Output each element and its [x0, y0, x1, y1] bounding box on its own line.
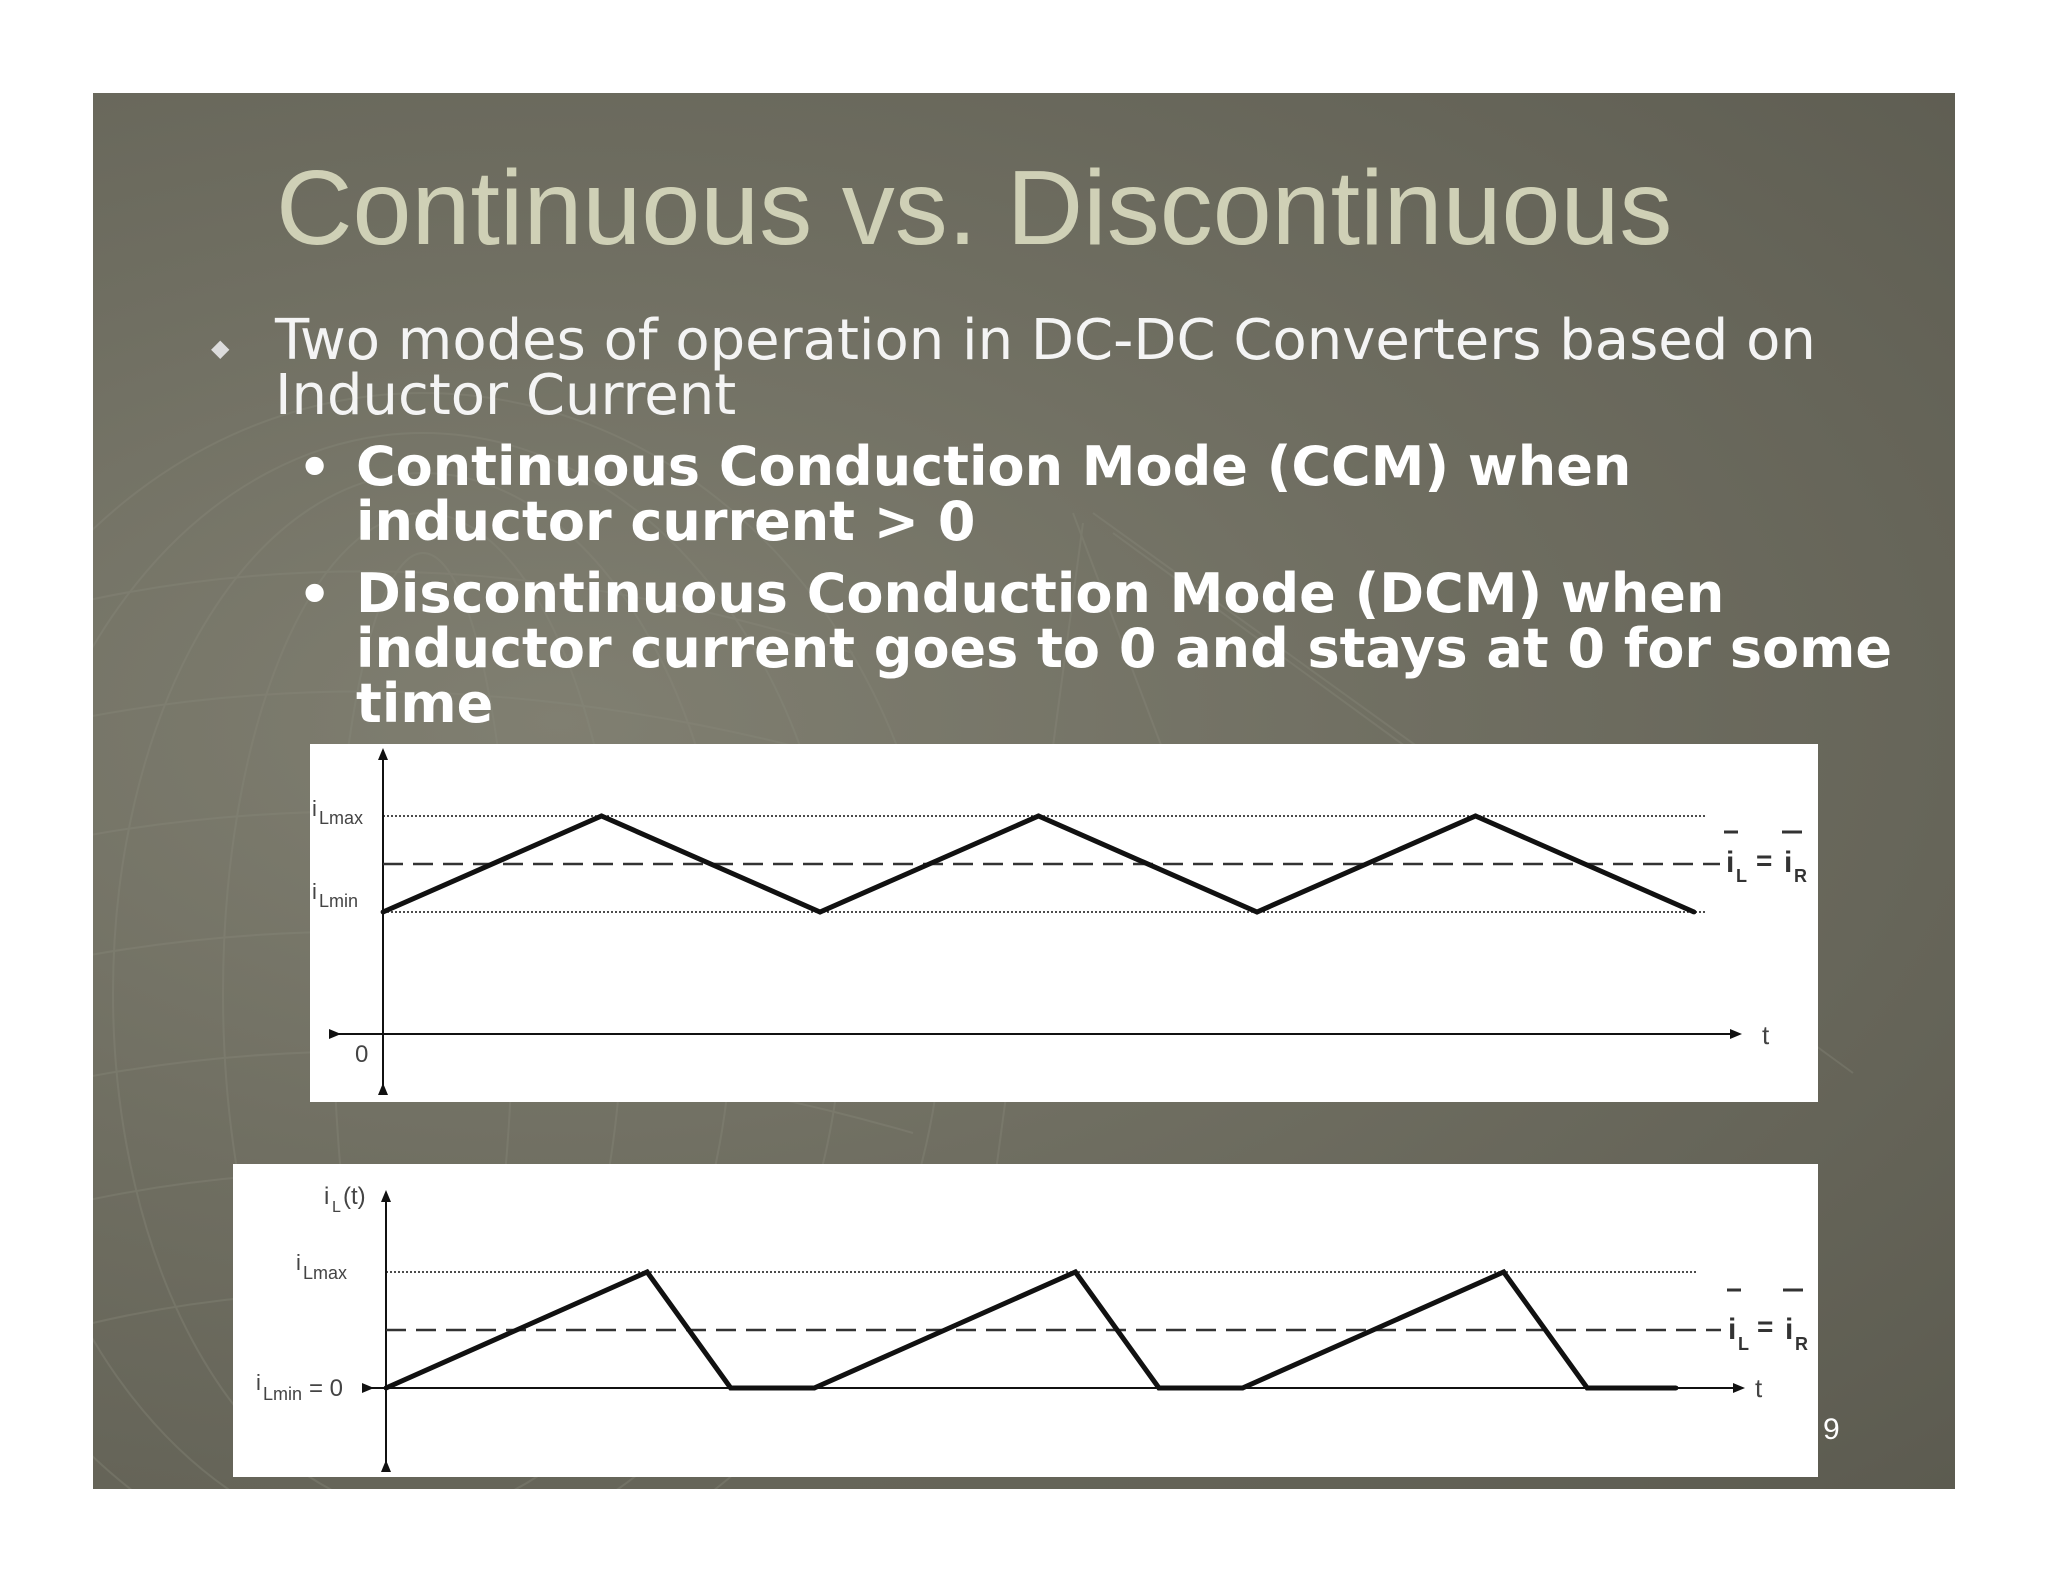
- avg-il-sub-label: L: [1738, 1334, 1749, 1354]
- ilmin-zero-label: = 0: [309, 1375, 344, 1402]
- waveform-vertex-4: [1073, 1270, 1078, 1275]
- main-bullet-text: Two modes of operation in DC-DC Converters based on Inductor Current: [275, 308, 1816, 428]
- waveform-vertex-4: [1255, 910, 1260, 915]
- waveform-vertex-7: [1501, 1270, 1506, 1275]
- avg-ir-label: i: [1785, 1313, 1794, 1346]
- waveform-vertex-1: [645, 1270, 650, 1275]
- ilmax-sub-label: Lmax: [303, 1263, 348, 1283]
- ilmin-sub-label: Lmin: [263, 1384, 303, 1404]
- ccm-chart-panel: [310, 744, 1818, 1102]
- waveform-vertex-2: [728, 1386, 733, 1391]
- waveform-vertex-8: [1585, 1386, 1590, 1391]
- dcm-chart: [233, 1164, 1818, 1477]
- page-number: 9: [1823, 1413, 1840, 1446]
- avg-equals-label: =: [1757, 1311, 1774, 1342]
- avg-equals-label: =: [1756, 845, 1773, 876]
- il-t-axis-label: i: [324, 1183, 330, 1210]
- dot-bullet-icon: •: [298, 565, 332, 625]
- waveform-vertex-1: [599, 814, 604, 819]
- ccm-chart: [310, 744, 1818, 1102]
- t-axis-label: t: [1755, 1373, 1763, 1403]
- dot-bullet-icon: •: [298, 438, 332, 498]
- avg-ir-label: i: [1784, 846, 1793, 879]
- ilmin-i-label: i: [312, 879, 317, 904]
- diamond-bullet-icon: ◆: [211, 334, 230, 362]
- t-axis-label: t: [1762, 1020, 1770, 1050]
- ilmax-sub-label: Lmax: [319, 808, 364, 828]
- avg-il-sub-label: L: [1736, 866, 1747, 886]
- slide-title: Continuous vs. Discontinuous: [276, 149, 1673, 267]
- avg-ir-sub-label: R: [1794, 866, 1807, 886]
- sub-bullet-dcm-text: Discontinuous Conduction Mode (DCM) when inductor current goes to 0 and stays at 0 for some time: [356, 562, 1892, 735]
- ilmax-i-label: i: [312, 796, 317, 821]
- waveform-vertex-3: [812, 1386, 817, 1391]
- dcm-chart-panel: [233, 1164, 1818, 1477]
- ilmin-sub-label: Lmin: [319, 891, 359, 911]
- waveform-vertex-5: [1473, 814, 1478, 819]
- ilmax-i-label: i: [296, 1250, 301, 1275]
- slide: [93, 93, 1955, 1489]
- waveform-vertex-0: [381, 910, 386, 915]
- sub-bullet-ccm-text: Continuous Conduction Mode (CCM) when inductor current > 0: [356, 435, 1632, 553]
- il-t-axis-suffix-label: (t): [343, 1183, 366, 1210]
- avg-il-label: i: [1728, 1313, 1737, 1346]
- avg-ir-sub-label: R: [1795, 1334, 1808, 1354]
- waveform-vertex-6: [1692, 910, 1697, 915]
- waveform-vertex-5: [1157, 1386, 1162, 1391]
- waveform-vertex-2: [818, 910, 823, 915]
- waveform-vertex-6: [1240, 1386, 1245, 1391]
- waveform-vertex-0: [384, 1386, 389, 1391]
- waveform-vertex-9: [1674, 1386, 1679, 1391]
- ilmin-i-label: i: [256, 1370, 261, 1395]
- avg-il-label: i: [1726, 846, 1735, 879]
- waveform-vertex-3: [1036, 814, 1041, 819]
- il-t-axis-sub-label: L: [332, 1199, 341, 1216]
- origin-label: 0: [355, 1041, 369, 1068]
